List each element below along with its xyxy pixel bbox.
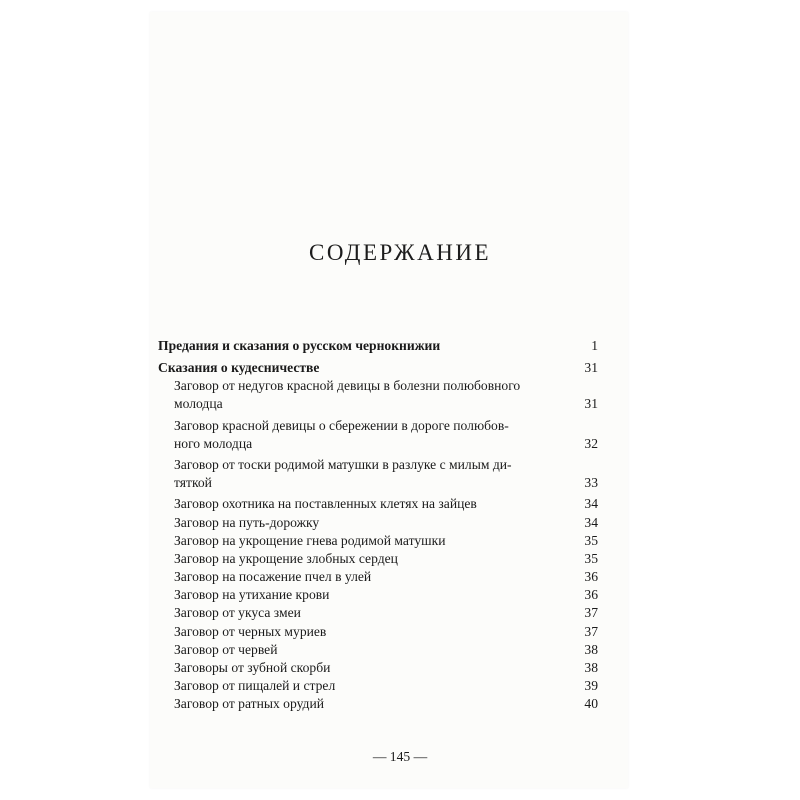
- toc-entry: [158, 695, 598, 713]
- toc-entry-title: Заговор от черных муриев: [174, 623, 327, 639]
- toc-page-number: 33: [584, 475, 598, 491]
- toc-page-number: 34: [584, 514, 598, 530]
- toc-entry: [158, 659, 598, 677]
- toc-entry: [158, 550, 598, 568]
- toc-entry-title-line2: молодца: [174, 396, 223, 412]
- toc-entry-title: Заговор на путь-дорожку: [174, 514, 320, 530]
- toc-entry-title-line2: тяткой: [174, 475, 212, 491]
- toc-entry-title: Заговор на укрощение злобных сердец: [174, 550, 398, 566]
- toc-entry-title-line1: Заговор красной девицы о сбережении в дороге полюбов-: [174, 417, 509, 433]
- toc-section: [158, 336, 598, 356]
- toc-entry-title: Заговор от укуса змеи: [174, 605, 301, 621]
- toc-page-number: 35: [584, 550, 598, 566]
- toc-entry: [158, 377, 598, 413]
- toc-entry-title: Заговор на утихание крови: [174, 587, 330, 603]
- toc-entry: [158, 532, 598, 550]
- toc-page-number: 39: [584, 678, 598, 694]
- toc-entry: [158, 604, 598, 622]
- toc-page-number: 38: [584, 660, 598, 675]
- toc-section-title: Сказания о кудесничестве: [158, 360, 320, 375]
- toc-entry: [158, 623, 598, 641]
- toc-entry-title: Заговор от пищалей и стрел: [174, 678, 336, 694]
- toc-entry: [158, 586, 598, 604]
- toc-entry: [158, 568, 598, 586]
- table-of-contents: [158, 336, 598, 714]
- toc-page-number: 40: [584, 696, 598, 712]
- toc-entry-title: Заговор на укрощение гнева родимой матушки: [174, 532, 446, 548]
- toc-page-number: 1: [591, 338, 598, 353]
- toc-entry: [158, 514, 598, 532]
- toc-entry-title: Заговор от ратных орудий: [174, 696, 324, 712]
- toc-entry-title: Заговор от червей: [174, 641, 278, 657]
- toc-entry: [158, 495, 598, 513]
- toc-section: [158, 359, 598, 377]
- toc-page-number: 36: [584, 587, 598, 603]
- toc-entry: [158, 677, 598, 695]
- toc-page-number: 31: [584, 396, 598, 412]
- toc-page-number: 31: [584, 360, 598, 375]
- toc-page-number: 34: [584, 496, 598, 512]
- toc-section-title: Предания и сказания о русском чернокнижии: [158, 338, 441, 353]
- toc-entry: [158, 417, 598, 453]
- page-number-footer: — 145 —: [372, 749, 428, 764]
- toc-entry-title-line1: Заговор от недугов красной девицы в болезни полюбовного: [174, 378, 521, 394]
- toc-entry-title: Заговор на посажение пчел в улей: [174, 569, 372, 585]
- toc-page-number: 35: [584, 532, 598, 548]
- toc-page-number: 38: [584, 641, 598, 657]
- toc-entry-title-line2: ного молодца: [174, 435, 253, 451]
- toc-entry: [158, 641, 598, 659]
- toc-entry-title: Заговоры от зубной скорби: [174, 660, 331, 675]
- toc-entry-title-line1: Заговор от тоски родимой матушки в разлуке с милым ди-: [174, 456, 512, 472]
- toc-entry: [158, 456, 598, 492]
- page-title: СОДЕРЖАНИЕ: [308, 240, 491, 265]
- toc-page-number: 37: [584, 623, 598, 639]
- toc-page-number: 36: [584, 569, 598, 585]
- toc-page-number: 37: [584, 605, 598, 621]
- toc-page-number: 32: [584, 435, 598, 451]
- toc-entry-title: Заговор охотника на поставленных клетях на зайцев: [174, 496, 477, 512]
